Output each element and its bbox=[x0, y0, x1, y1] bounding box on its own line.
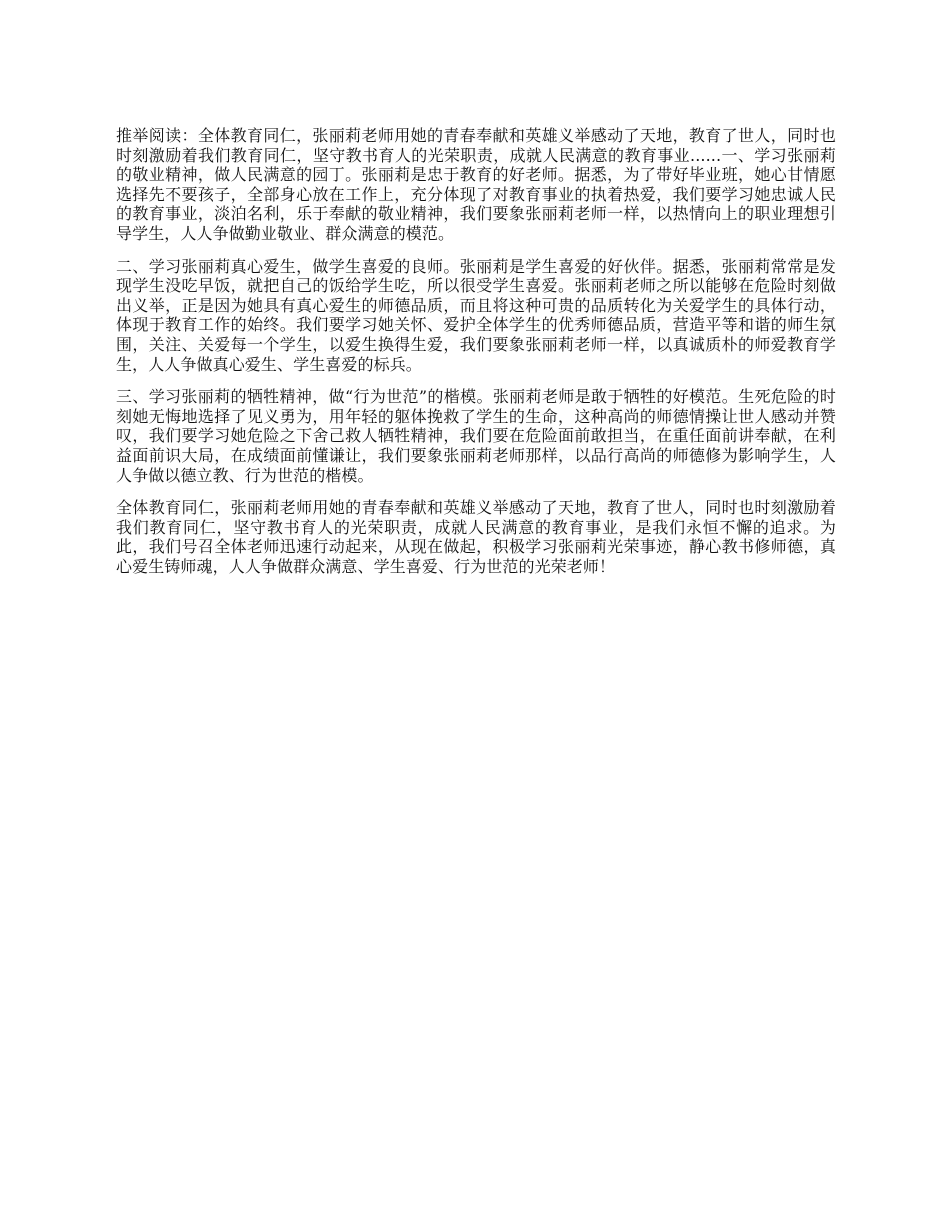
section-two-paragraph: 二、学习张丽莉真心爱生，做学生喜爱的良师。张丽莉是学生喜爱的好伙伴。据悉，张丽莉常常是发现学生没吃早饭，就把自己的饭给学生吃，所以很受学生喜爱。张丽莉老师之所以能够在危险时刻做出义举，正是因为她具有真心爱生的师德品质，而且将这种可贵的品质转化为关爱学生的具体行动，体现于教育工作的始终。我们要学习她关怀、爱护全体学生的优秀师德品质，营造平等和谐的师生氛围，关注、关爱每一个学生，以爱生换得生爱，我们要象张丽莉老师一样，以真诚质朴的师爱教育学生，人人争做真心爱生、学生喜爱的标兵。 bbox=[116, 256, 836, 374]
document-page bbox=[116, 126, 836, 589]
intro-paragraph: 推举阅读：全体教育同仁，张丽莉老师用她的青春奉献和英雄义举感动了天地，教育了世人，同时也时刻激励着我们教育同仁，坚守教书育人的光荣职责，成就人民满意的教育事业......一、学习张丽莉的敬业精神，做人民满意的园丁。张丽莉是忠于教育的好老师。据悉，为了带好毕业班，她心甘情愿选择先不要孩子，全部身心放在工作上，充分体现了对教育事业的执着热爱，我们要学习她忠诚人民的教育事业，淡泊名利，乐于奉献的敬业精神，我们要象张丽莉老师一样，以热情向上的职业理想引导学生，人人争做勤业敬业、群众满意的模范。 bbox=[116, 126, 836, 243]
closing-paragraph: 全体教育同仁，张丽莉老师用她的青春奉献和英雄义举感动了天地，教育了世人，同时也时刻激励着我们教育同仁，坚守教书育人的光荣职责，成就人民满意的教育事业，是我们永恒不懈的追求。为此，我们号召全体老师迅速行动起来，从现在做起，积极学习张丽莉光荣事迹，静心教书修师德，真心爱生铸师魂，人人争做群众满意、学生喜爱、行为世范的光荣老师！ bbox=[116, 498, 836, 576]
section-three-paragraph: 三、学习张丽莉的牺牲精神，做“行为世范”的楷模。张丽莉老师是敢于牺牲的好模范。生死危险的时刻她无悔地选择了见义勇为，用年轻的躯体挽救了学生的生命，这种高尚的师德情操让世人感动并赞叹，我们要学习她危险之下舍己救人牺牲精神，我们要在危险面前敢担当，在重任面前讲奉献，在利益面前识大局，在成绩面前懂谦让，我们要象张丽莉老师那样，以品行高尚的师德修为影响学生，人人争做以德立教、行为世范的楷模。 bbox=[116, 387, 836, 485]
